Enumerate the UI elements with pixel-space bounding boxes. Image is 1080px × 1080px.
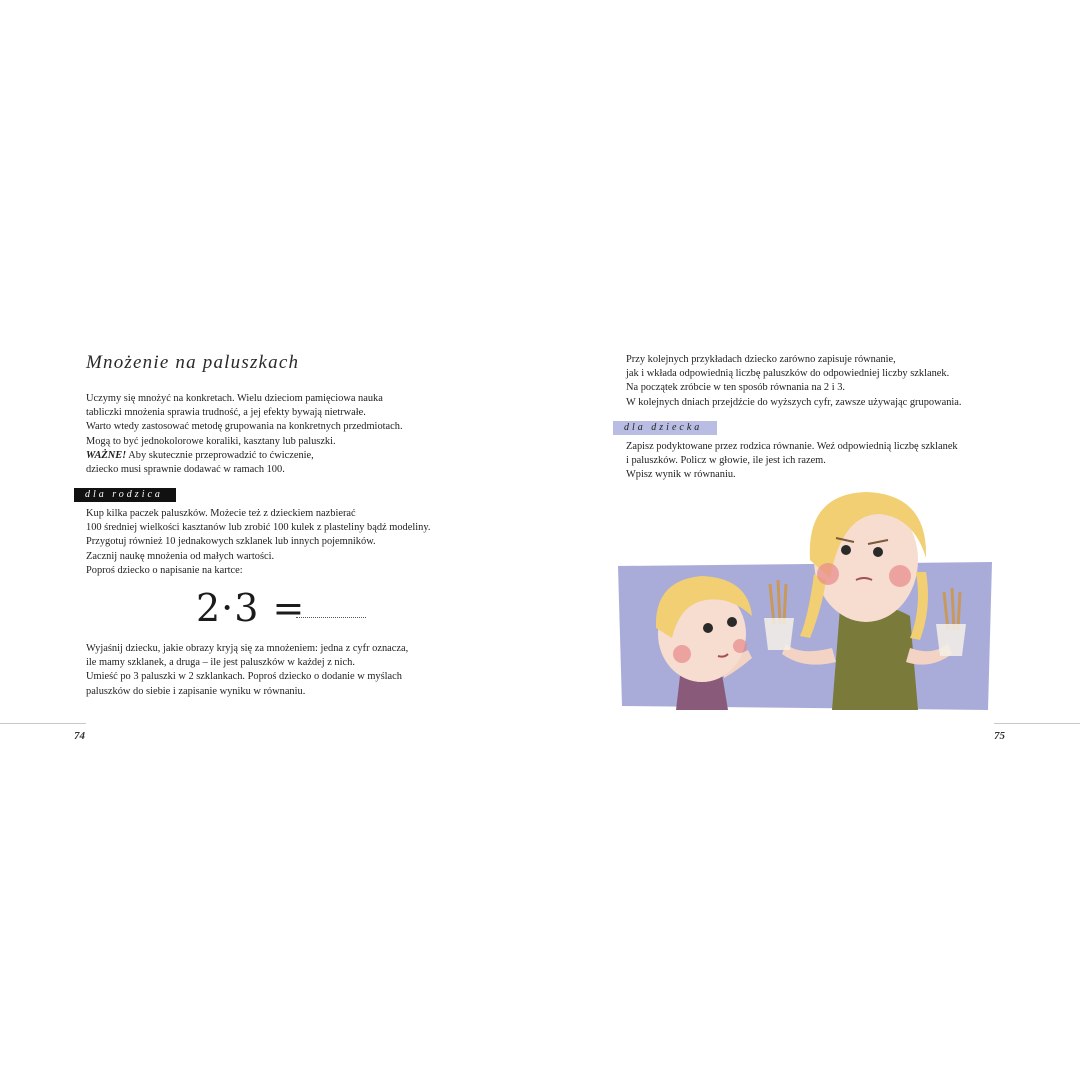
text-line: Zapisz podyktowane przez rodzica równanie. Weź odpowiednią liczbę szklanek xyxy=(626,441,958,452)
text-line: Przy kolejnych przykładach dziecko zarówno zapisuje równanie, xyxy=(626,354,896,365)
text-line: Na początek zróbcie w ten sposób równania na 2 i 3. xyxy=(626,382,845,394)
text-line: Przygotuj również 10 jednakowych szklanek lub innych pojemników. xyxy=(86,536,376,548)
parent-section-label: dla rodzica xyxy=(74,488,176,502)
text-line: Zacznij naukę mnożenia od małych wartości. xyxy=(86,550,275,562)
important-text: Aby skutecznie przeprowadzić to ćwiczenie, xyxy=(126,449,314,461)
text-line: ile mamy szklanek, a druga – ile jest paluszków w każdej z nich. xyxy=(86,657,355,669)
text-line: Uczymy się mnożyć na konkretach. Wielu dzieciom pamięciowa nauka xyxy=(86,393,383,404)
footer-rule-left xyxy=(0,723,86,724)
text-line: W kolejnych dniach przejdźcie do wyższych cyfr, zawsze używając grupowania. xyxy=(626,396,962,408)
text-line: Umieść po 3 paluszki w 2 szklankach. Poproś dziecko o dodanie w myślach xyxy=(86,671,402,683)
answer-blank xyxy=(296,617,366,618)
parent-paragraph xyxy=(86,507,430,578)
text-line: Wpisz wynik w równaniu. xyxy=(626,469,736,481)
text-line: Poproś dziecko o napisanie na kartce: xyxy=(86,564,243,576)
important-label: WAŻNE! xyxy=(86,449,127,461)
text-line: jak i wkłada odpowiednią liczbę paluszków do odpowiedniej liczby szklanek. xyxy=(626,368,950,380)
text-line: Mogą to być jednokolorowe koraliki, kasztany lub paluszki. xyxy=(86,435,336,447)
important-line xyxy=(86,449,403,463)
text-line: paluszków do siebie i zapisanie wyniku w równaniu. xyxy=(86,685,306,697)
right-intro-paragraph xyxy=(626,353,962,410)
intro-paragraph xyxy=(86,392,403,477)
page-number-right: 75 xyxy=(994,730,1005,742)
page-number-left: 74 xyxy=(74,730,85,742)
child-paragraph xyxy=(626,440,958,483)
illustration-mother-and-child xyxy=(610,488,1000,713)
text-line: i paluszków. Policz w głowie, ile jest ich razem. xyxy=(626,455,826,467)
page-title: Mnożenie na paluszkach xyxy=(86,352,300,373)
text-line: 100 średniej wielkości kasztanów lub zrobić 100 kulek z plasteliny bądź modeliny. xyxy=(86,522,431,534)
child-section-label: dla dziecka xyxy=(613,421,717,435)
text-line: tabliczki mnożenia sprawia trudność, a jej efekty bywają nietrwałe. xyxy=(86,407,366,419)
text-line: Kup kilka paczek paluszków. Możecie też z dzieckiem nazbierać xyxy=(86,508,356,519)
text-line: Wyjaśnij dziecku, jakie obrazy kryją się za mnożeniem: jedna z cyfr oznacza, xyxy=(86,643,409,654)
footer-rule-right xyxy=(994,723,1080,724)
text-line: Warto wtedy zastosować metodę grupowania na konkretnych przedmiotach. xyxy=(86,421,403,433)
explain-paragraph xyxy=(86,642,408,699)
text-line: dziecko musi sprawnie dodawać w ramach 100. xyxy=(86,463,285,475)
equation: 2·3 = xyxy=(196,586,306,630)
